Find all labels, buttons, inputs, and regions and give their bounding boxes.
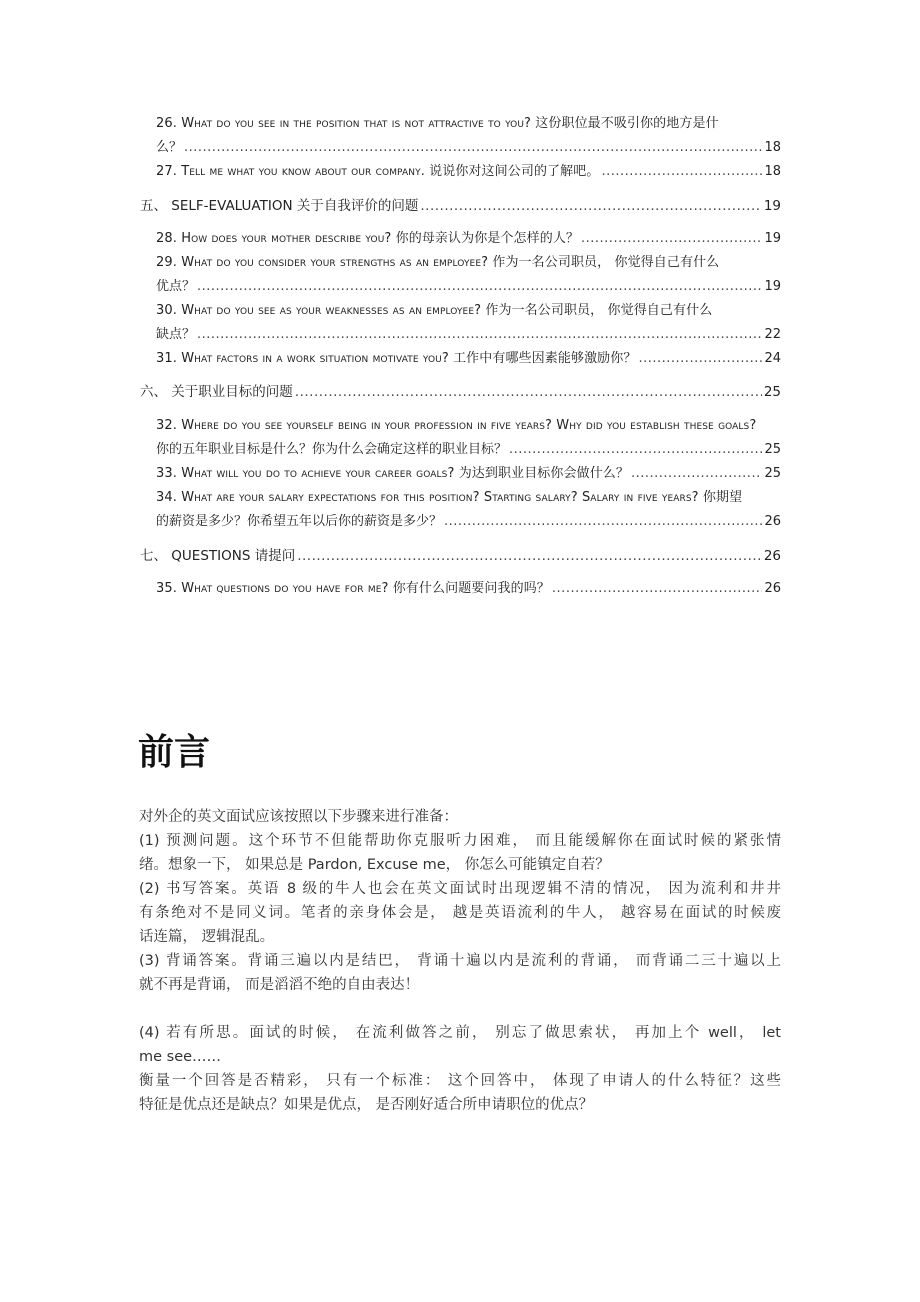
toc-entry-text: 35. What questions do you have for me? 你有什么问题要问我的吗？	[156, 581, 550, 596]
toc-entry-28[interactable]	[156, 230, 781, 248]
toc-entry-text: 么？	[156, 140, 183, 155]
toc-entry-27[interactable]	[156, 163, 781, 181]
toc-leader-dots	[509, 441, 762, 459]
toc-leader-dots	[601, 163, 762, 181]
toc-leader-dots	[638, 350, 762, 368]
toc-page-number: 22	[764, 327, 781, 342]
toc-entry-30-line2[interactable]	[156, 326, 781, 344]
toc-entry-34-line2[interactable]	[156, 513, 781, 531]
toc-section-6[interactable]	[140, 383, 781, 401]
toc-page-number: 26	[763, 548, 781, 564]
toc-leader-dots	[631, 465, 762, 483]
toc-page-number: 26	[764, 514, 781, 529]
preface-step-3-line1: (3) 背诵答案。背诵三遍以内是结巴， 背诵十遍以内是流利的背诵， 而背诵二三十遍以上	[139, 953, 781, 969]
toc-page-number: 19	[764, 279, 781, 294]
toc-page-number: 24	[764, 351, 781, 366]
toc-entry-31[interactable]	[156, 350, 781, 368]
toc-page-number: 25	[763, 384, 781, 400]
preface-step-3-line2: 就不再是背诵， 而是滔滔不绝的自由表达！	[139, 977, 420, 993]
toc-entry-text: 31. What factors in a work situation motivate you? 工作中有哪些因素能够激励你？	[156, 351, 637, 366]
toc-entry-text: 优点？	[156, 279, 196, 294]
preface-intro: 对外企的英文面试应该按照以下步骤来进行准备：	[139, 809, 458, 825]
toc-leader-dots	[197, 278, 762, 296]
toc-entry-text: 缺点？	[156, 327, 196, 342]
toc-entry-text: 的薪资是多少？你希望五年以后你的薪资是多少？	[156, 514, 443, 529]
toc-leader-dots	[295, 383, 762, 401]
preface-blank-line	[139, 997, 781, 1021]
preface-body	[139, 805, 781, 1117]
toc-entry-text: 27. Tell me what you know about our company. 说说你对这间公司的了解吧。	[156, 164, 600, 179]
toc-entry-32-line1[interactable]: 32. Where do you see yourself being in your profession in five years? Why did you establish these goals?	[156, 418, 757, 433]
toc-entry-29-line2[interactable]	[156, 278, 781, 296]
toc-leader-dots	[420, 197, 761, 215]
preface-step-4-line1: (4) 若有所思。面试的时候， 在流利做答之前， 别忘了做思索状， 再加上个 well， let	[139, 1025, 781, 1041]
toc-entry-26-line2[interactable]	[156, 139, 781, 157]
toc-section-5[interactable]	[140, 197, 781, 215]
toc-section-text: 五、 SELF-EVALUATION 关于自我评价的问题	[140, 198, 419, 214]
preface-step-1-line1: (1) 预测问题。这个环节不但能帮助你克服听力困难， 而且能缓解你在面试时候的紧张情	[139, 833, 781, 849]
toc-entry-34-line1[interactable]: 34. What are your salary expectations for this position? Starting salary? Salary in five years? 你期望	[156, 490, 743, 505]
toc-entry-30-line1[interactable]: 30. What do you see as your weaknesses as an employee? 作为一名公司职员， 你觉得自己有什么	[156, 303, 713, 318]
toc-leader-dots	[552, 580, 763, 598]
toc-section-text: 七、 QUESTIONS 请提问	[140, 548, 296, 564]
preface-step-1-line2: 绪。想象一下， 如果总是 Pardon, Excuse me， 你怎么可能镇定自若？	[139, 857, 610, 873]
toc-leader-dots	[184, 139, 762, 157]
preface-step-2-line2: 有条绝对不是同义词。笔者的亲身体会是， 越是英语流利的牛人， 越容易在面试的时候废	[139, 905, 781, 921]
toc-leader-dots	[581, 230, 762, 248]
toc-entry-text: 33. What will you do to achieve your career goals? 为达到职业目标你会做什么？	[156, 466, 629, 481]
toc-leader-dots	[297, 547, 762, 565]
toc-page-number: 26	[764, 581, 781, 596]
toc-section-7[interactable]	[140, 547, 781, 565]
toc-leader-dots	[444, 513, 762, 531]
toc-section-text: 六、 关于职业目标的问题	[140, 384, 293, 400]
preface-criteria-line1: 衡量一个回答是否精彩， 只有一个标准： 这个回答中， 体现了申请人的什么特征？这些	[139, 1073, 781, 1089]
toc-page-number: 18	[764, 164, 781, 179]
toc-entry-text: 你的五年职业目标是什么？你为什么会确定这样的职业目标？	[156, 442, 508, 457]
preface-step-4-line2: me see……	[139, 1049, 222, 1065]
toc-entry-32-line2[interactable]	[156, 441, 781, 459]
toc-page-number: 18	[764, 140, 781, 155]
toc-entry-26-line1[interactable]: 26. What do you see in the position that is not attractive to you? 这份职位最不吸引你的地方是什	[156, 116, 719, 131]
toc-leader-dots	[197, 326, 762, 344]
toc-page-number: 19	[763, 198, 781, 214]
toc-entry-text: 28. How does your mother describe you? 你的母亲认为你是个怎样的人？	[156, 231, 580, 246]
toc-page-number: 25	[764, 442, 781, 457]
toc-page-number: 25	[764, 466, 781, 481]
preface-step-2-line1: (2) 书写答案。英语 8 级的牛人也会在英文面试时出现逻辑不清的情况， 因为流利和井井	[139, 881, 781, 897]
preface-criteria-line2: 特征是优点还是缺点？如果是优点， 是否刚好适合所申请职位的优点？	[139, 1097, 594, 1113]
toc-entry-29-line1[interactable]: 29. What do you consider your strengths as an employee? 作为一名公司职员， 你觉得自己有什么	[156, 255, 720, 270]
preface-heading: 前言	[138, 731, 211, 773]
toc-entry-33[interactable]	[156, 465, 781, 483]
toc-entry-35[interactable]	[156, 580, 781, 598]
preface-step-2-line3: 话连篇， 逻辑混乱。	[139, 929, 275, 945]
toc-page-number: 19	[764, 231, 781, 246]
